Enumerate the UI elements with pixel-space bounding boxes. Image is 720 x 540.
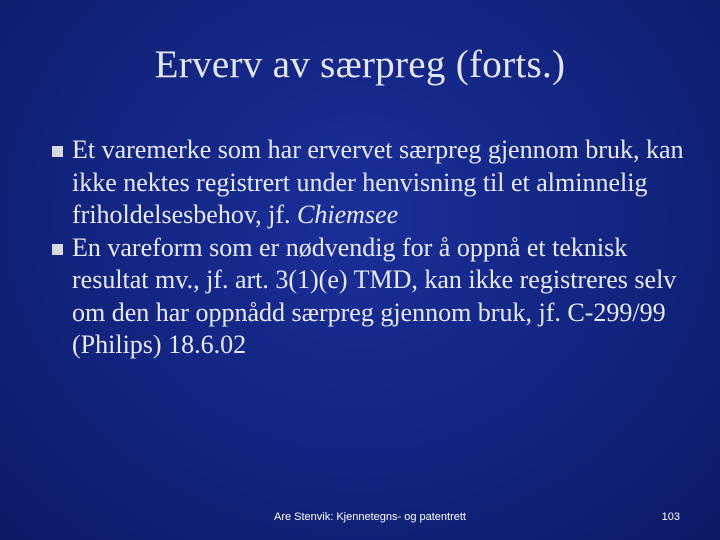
footer-page-number: 103 xyxy=(661,511,680,523)
bullet-text-1 xyxy=(72,135,684,229)
footer-author-course: Are Stenvik: Kjennetegns- og patentrett xyxy=(273,511,466,523)
slide-title: Erverv av særpreg (forts.) xyxy=(154,43,566,86)
bullet-item-2 xyxy=(52,232,692,362)
bullet-list xyxy=(52,134,692,362)
square-bullet-icon xyxy=(52,244,63,255)
bullet-text-2: En vareform som er nødvendig for å oppnå et teknisk resultat mv., jf. art. 3(1)(e) TMD, kan ikke registreres selv om den har oppnådd særpreg gjennom bruk, jf. C‑299/99 (Philips) 18.6.02 xyxy=(72,232,677,359)
bullet-item-1 xyxy=(52,134,692,232)
square-bullet-icon xyxy=(52,146,63,157)
bullet-text-1-body: Et varemerke som har ervervet særpreg gjennom bruk, kan ikke nektes registrert under henvisning til et alminnelig friholdelsesbehov, jf. xyxy=(72,135,684,229)
case-name-chiemsee: Chiemsee xyxy=(297,200,399,229)
